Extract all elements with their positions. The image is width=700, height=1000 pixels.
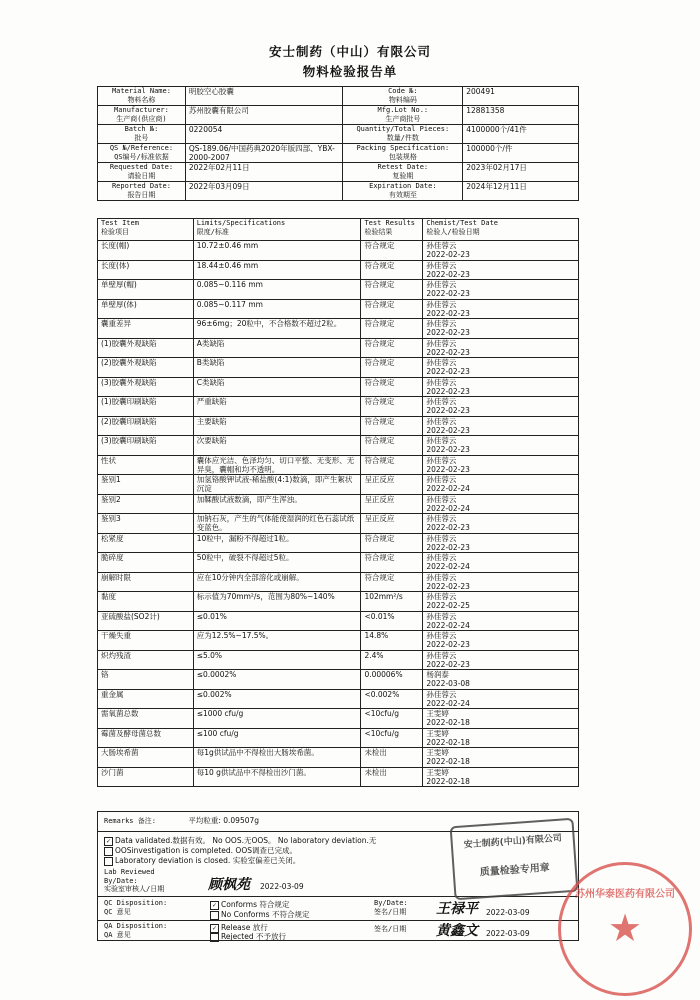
result-cell: 符合规定 (361, 319, 423, 339)
qa-label: QA Disposition: QA 意见 (104, 922, 168, 939)
table-row (98, 416, 579, 436)
spec-cell: 10粒中，漏粉不得超过1粒。 (193, 533, 361, 553)
table-row (98, 338, 579, 358)
chemist-cell: 孙佳蓉云 2022-02-24 (423, 553, 579, 573)
table-row (98, 631, 579, 651)
test-item-cell: 亚硫酸盐(SO2计) (98, 611, 194, 631)
chemist-cell: 孙佳蓉云 2022-02-23 (423, 358, 579, 378)
test-item-cell: 铬 (98, 670, 194, 690)
star-icon: ★ (607, 906, 643, 950)
test-item-cell: 大肠埃希菌 (98, 748, 194, 768)
test-item-cell: (3)胶囊外观缺陷 (98, 377, 194, 397)
test-item-cell: (2)胶囊印刷缺陷 (98, 416, 194, 436)
remarks-row (104, 815, 259, 826)
test-item-cell: 干燥失重 (98, 631, 194, 651)
chemist-cell: 孙佳蓉云 2022-02-23 (423, 514, 579, 534)
table-row (98, 260, 579, 280)
result-cell: 符合规定 (361, 338, 423, 358)
spec-cell: 加鞣酸试液数滴，即产生浑浊。 (193, 494, 361, 514)
spec-cell: ≤100 cfu/g (193, 728, 361, 748)
header-chemist: Chemist/Test Date 检验人/检验日期 (423, 219, 579, 241)
requested-date-label: Requested Date: 请验日期 (98, 163, 186, 182)
table-row (98, 748, 579, 768)
test-item-cell: 鉴别3 (98, 514, 194, 534)
table-row (98, 572, 579, 592)
quantity-value: 4100000个/41件 (463, 125, 579, 144)
chemist-cell: 孙佳蓉云 2022-02-24 (423, 611, 579, 631)
test-item-cell: 鉴别2 (98, 494, 194, 514)
test-item-cell: 单壁厚(帽) (98, 280, 194, 300)
lab-date: 2022-03-09 (260, 882, 304, 891)
chemist-cell: 孙佳蓉云 2022-02-23 (423, 436, 579, 456)
qc-stamp: 安士制药(中山)有限公司 质量检验专用章 (450, 818, 579, 900)
reported-date-label: Reported Date: 报告日期 (98, 182, 186, 201)
chemist-cell: 王雯婷 2022-02-18 (423, 748, 579, 768)
chemist-cell: 孙佳蓉云 2022-02-23 (423, 416, 579, 436)
spec-cell: 应在10分钟内全部溶化或崩解。 (193, 572, 361, 592)
table-row (98, 280, 579, 300)
chemist-cell: 孙佳蓉云 2022-02-23 (423, 455, 579, 475)
qc-signature: 王禄平 (436, 901, 478, 917)
table-row (98, 650, 579, 670)
chemist-cell: 孙佳蓉云 2022-02-24 (423, 494, 579, 514)
result-cell: 符合规定 (361, 358, 423, 378)
result-cell: 符合规定 (361, 533, 423, 553)
test-item-cell: 炽灼残渣 (98, 650, 194, 670)
code-label: Code №: 物料编码 (343, 87, 463, 106)
chemist-cell: 孙佳蓉云 2022-02-23 (423, 533, 579, 553)
lab-review-label: Lab Reviewed By/Date: 实验室审核人/日期 (104, 868, 165, 893)
spec-cell: 加氢铬酸钾试液-稀盐酸(4:1)数滴，即产生絮状沉淀 (193, 475, 361, 495)
result-cell: 呈正反应 (361, 494, 423, 514)
chemist-cell: 王雯婷 2022-02-18 (423, 709, 579, 729)
spec-cell: ≤1000 cfu/g (193, 709, 361, 729)
chemist-cell: 孙佳蓉云 2022-02-25 (423, 592, 579, 612)
spec-cell: 每1g供试品中不得检出大肠埃希菌。 (193, 748, 361, 768)
result-cell: 符合规定 (361, 260, 423, 280)
chemist-cell: 孙佳蓉云 2022-02-23 (423, 650, 579, 670)
result-cell: 14.8% (361, 631, 423, 651)
table-row (98, 397, 579, 417)
material-info-table (97, 86, 579, 201)
test-item-cell: 需氧菌总数 (98, 709, 194, 729)
spec-cell: ≤0.01% (193, 611, 361, 631)
test-item-cell: (2)胶囊外观缺陷 (98, 358, 194, 378)
result-cell: 2.4% (361, 650, 423, 670)
qa-rejected: Rejected 不予放行 (210, 931, 286, 942)
table-row (98, 670, 579, 690)
spec-cell: ≤0.0002% (193, 670, 361, 690)
table-row (98, 241, 579, 261)
mfg-lot-label: Mfg.Lot No.: 生产商批号 (343, 106, 463, 125)
result-cell: 未检出 (361, 748, 423, 768)
table-row (98, 533, 579, 553)
test-item-cell: 单壁厚(体) (98, 299, 194, 319)
checkbox-checked-icon: ✓ (105, 837, 112, 845)
header-test-item: Test Item 检验项目 (98, 219, 194, 241)
chemist-cell: 孙佳蓉云 2022-02-23 (423, 260, 579, 280)
spec-cell: 50粒中，破裂不得超过5粒。 (193, 553, 361, 573)
table-row (98, 358, 579, 378)
test-item-cell: 霉菌及酵母菌总数 (98, 728, 194, 748)
test-item-cell: 长度(体) (98, 260, 194, 280)
chemist-cell: 孙佳蓉云 2022-02-23 (423, 280, 579, 300)
test-item-cell: 崩解时限 (98, 572, 194, 592)
table-row (98, 689, 579, 709)
result-cell: 呈正反应 (361, 514, 423, 534)
test-item-cell: 松紧度 (98, 533, 194, 553)
test-item-cell: (1)胶囊外观缺陷 (98, 338, 194, 358)
packing-label: Packing Specification: 包装规格 (343, 144, 463, 163)
chemist-cell: 王雯婷 2022-02-18 (423, 767, 579, 787)
test-results-table (97, 218, 579, 787)
spec-cell: ≤5.0% (193, 650, 361, 670)
qa-date: 2022-03-09 (486, 929, 530, 938)
batch-value: 0220054 (185, 125, 343, 144)
spec-cell: 0.085~0.117 mm (193, 299, 361, 319)
test-item-cell: 囊重差异 (98, 319, 194, 339)
validation-line-3: Laboratory deviation is closed. 实验室偏差已关闭。 (104, 855, 300, 866)
spec-cell: 10.72±0.46 mm (193, 241, 361, 261)
qc-not-conforms: No Conforms 不符合规定 (210, 909, 309, 920)
result-cell: 符合规定 (361, 416, 423, 436)
test-item-cell: (3)胶囊印刷缺陷 (98, 436, 194, 456)
result-cell: <0.01% (361, 611, 423, 631)
chemist-cell: 孙佳蓉云 2022-02-23 (423, 299, 579, 319)
expiration-date-value: 2024年12月11日 (463, 182, 579, 201)
result-cell: 102mm²/s (361, 592, 423, 612)
qc-date: 2022-03-09 (486, 908, 530, 917)
mfg-lot-value: 12881358 (463, 106, 579, 125)
retest-date-value: 2023年02月17日 (463, 163, 579, 182)
qa-signature: 黄鑫文 (436, 923, 478, 939)
checkbox-empty-icon (104, 857, 113, 866)
expiration-date-label: Expiration Date: 有效期至 (343, 182, 463, 201)
table-row (98, 592, 579, 612)
chemist-cell: 孙佳蓉云 2022-02-23 (423, 377, 579, 397)
qc-sig-label: By/Date: 签名/日期 (374, 899, 408, 916)
batch-label: Batch №: 批号 (98, 125, 186, 144)
chemist-cell: 王雯婷 2022-02-18 (423, 728, 579, 748)
spec-cell: 标示值为70mm²/s，范围为80%~140% (193, 592, 361, 612)
qc-conforms: ✓ Conforms 符合规定 (211, 900, 290, 909)
reported-date-value: 2022年03月09日 (185, 182, 343, 201)
spec-cell: 严重缺陷 (193, 397, 361, 417)
test-item-cell: 重金属 (98, 689, 194, 709)
spec-cell: 96±6mg；20粒中，不合格数不超过2粒。 (193, 319, 361, 339)
remarks-label: Remarks 备注: (104, 817, 156, 825)
validation-line-1: ✓ Data validated.数据有效。 No OOS.无OOS。 No laboratory deviation.无 (105, 836, 377, 845)
test-item-cell: 脆碎度 (98, 553, 194, 573)
spec-cell: 主要缺陷 (193, 416, 361, 436)
company-name: 安士制药（中山）有限公司 (268, 44, 431, 59)
spec-cell: 每10 g供试品中不得检出沙门菌。 (193, 767, 361, 787)
spec-cell: 加钠石灰，产生的气体能使湿润的红色石蕊试纸变蓝色。 (193, 514, 361, 534)
chemist-cell: 孙佳蓉云 2022-02-23 (423, 397, 579, 417)
spec-cell: 18.44±0.46 mm (193, 260, 361, 280)
company-seal-stamp: 苏州华泰医药有限公司 ★ (558, 862, 692, 996)
chemist-cell: 孙佳蓉云 2022-02-24 (423, 475, 579, 495)
chemist-cell: 杨润泰 2022-03-08 (423, 670, 579, 690)
qs-label: QS №/Reference: QS编号/标准依据 (98, 144, 186, 163)
result-cell: 符合规定 (361, 299, 423, 319)
table-row (98, 377, 579, 397)
checkbox-checked-icon: ✓ (211, 901, 218, 909)
result-cell: <0.002% (361, 689, 423, 709)
table-row (98, 514, 579, 534)
table-row (98, 475, 579, 495)
result-cell: <10cfu/g (361, 728, 423, 748)
chemist-cell: 孙佳蓉云 2022-02-23 (423, 338, 579, 358)
code-value: 200491 (463, 87, 579, 106)
requested-date-value: 2022年02月11日 (185, 163, 343, 182)
lab-signature: 顾枫苑 (208, 877, 250, 893)
spec-cell: 囊体应光洁、色泽均匀、切口平整、无变形、无异臭，囊帽和均不透明。 (193, 455, 361, 475)
result-cell: 符合规定 (361, 553, 423, 573)
chemist-cell: 孙佳蓉云 2022-02-23 (423, 572, 579, 592)
chemist-cell: 孙佳蓉云 2022-02-24 (423, 689, 579, 709)
spec-cell: C类缺陷 (193, 377, 361, 397)
checkbox-empty-icon (210, 933, 219, 942)
result-cell: 符合规定 (361, 455, 423, 475)
table-row (98, 455, 579, 475)
test-item-cell: 长度(帽) (98, 241, 194, 261)
result-cell: 符合规定 (361, 241, 423, 261)
chemist-cell: 孙佳蓉云 2022-02-23 (423, 241, 579, 261)
remarks-value: 平均粒重: 0.09507g (188, 816, 260, 825)
table-row (98, 709, 579, 729)
table-row (98, 767, 579, 787)
manufacturer-label: Manufacturer: 生产商(供应商) (98, 106, 186, 125)
test-item-cell: 黏度 (98, 592, 194, 612)
spec-cell: A类缺陷 (193, 338, 361, 358)
spec-cell: 应为12.5%~17.5%。 (193, 631, 361, 651)
result-cell: 符合规定 (361, 377, 423, 397)
spec-cell: 0.085~0.116 mm (193, 280, 361, 300)
test-item-cell: (1)胶囊印刷缺陷 (98, 397, 194, 417)
validation-line-2: OOSinvestigation is completed. OOS调查已完成。 (104, 845, 297, 856)
table-row (98, 611, 579, 631)
table-row (98, 728, 579, 748)
result-cell: 符合规定 (361, 572, 423, 592)
table-row (98, 553, 579, 573)
result-cell: 呈正反应 (361, 475, 423, 495)
table-row (98, 494, 579, 514)
table-row (98, 319, 579, 339)
test-item-cell: 沙门菌 (98, 767, 194, 787)
manufacturer-value: 苏州胶囊有限公司 (185, 106, 343, 125)
chemist-cell: 孙佳蓉云 2022-02-23 (423, 319, 579, 339)
result-cell: 符合规定 (361, 397, 423, 417)
chemist-cell: 孙佳蓉云 2022-02-23 (423, 631, 579, 651)
packing-value: 100000个/件 (463, 144, 579, 163)
result-cell: 0.00006% (361, 670, 423, 690)
result-cell: 符合规定 (361, 280, 423, 300)
qa-sig-label: 签名/日期 (374, 925, 407, 933)
result-cell: <10cfu/g (361, 709, 423, 729)
header-limits: Limits/Specifications 限度/标准 (193, 219, 361, 241)
test-item-cell: 鉴别1 (98, 475, 194, 495)
spec-cell: B类缺陷 (193, 358, 361, 378)
table-row (98, 436, 579, 456)
spec-cell: 次要缺陷 (193, 436, 361, 456)
material-name-label: Material Name: 物料名称 (98, 87, 186, 106)
retest-date-label: Retest Date: 复验期 (343, 163, 463, 182)
result-cell: 未检出 (361, 767, 423, 787)
qa-release: ✓ Release 放行 (211, 923, 268, 932)
material-name-value: 明胶空心胶囊 (185, 87, 343, 106)
checkbox-checked-icon: ✓ (211, 924, 218, 932)
checkbox-empty-icon (210, 911, 219, 920)
quantity-label: Quantity/Total Pieces: 数量/件数 (343, 125, 463, 144)
result-cell: 符合规定 (361, 436, 423, 456)
qs-value: QS-189.06/中国药典2020年版四部、YBX-2000-2007 (185, 144, 343, 163)
report-title: 物料检验报告单 (302, 64, 398, 79)
qc-label: QC Disposition: QC 意见 (104, 899, 168, 916)
header-results: Test Results 检验结果 (361, 219, 423, 241)
spec-cell: ≤0.002% (193, 689, 361, 709)
table-row (98, 299, 579, 319)
test-item-cell: 性状 (98, 455, 194, 475)
